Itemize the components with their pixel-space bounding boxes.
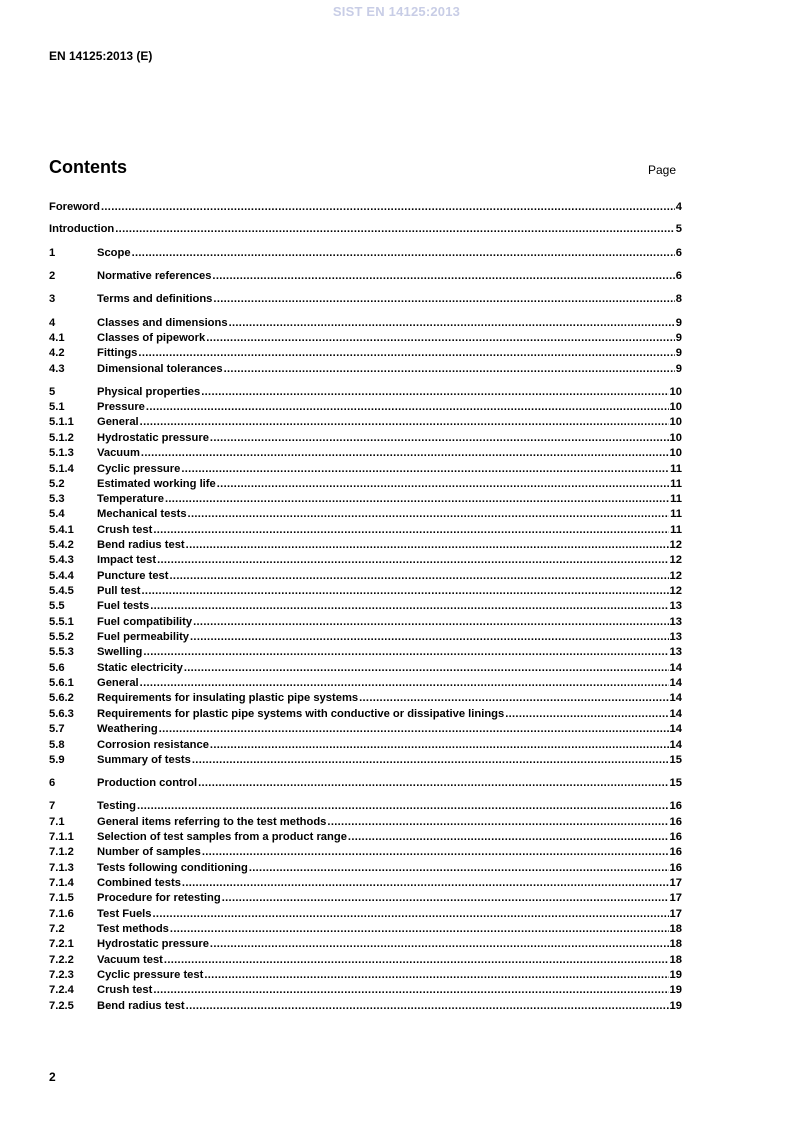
dot-leader xyxy=(182,877,669,890)
toc-entry-title: Production control xyxy=(97,777,198,789)
toc-entry[interactable] xyxy=(49,200,682,214)
toc-entry-page: 9 xyxy=(675,332,682,344)
toc-entry-page: 12 xyxy=(669,539,682,551)
dot-leader xyxy=(137,800,669,813)
toc-entry-number: 5.4.2 xyxy=(49,539,74,551)
toc-entry[interactable] xyxy=(49,738,682,752)
dot-leader xyxy=(188,508,670,521)
dot-leader xyxy=(170,923,669,936)
dot-leader xyxy=(210,432,669,445)
toc-entry[interactable] xyxy=(49,362,682,376)
dot-leader xyxy=(146,401,669,414)
toc-entry-number: 7.1.2 xyxy=(49,846,74,858)
toc-entry-number: 1 xyxy=(49,247,56,259)
toc-entry[interactable] xyxy=(49,776,682,790)
toc-entry[interactable] xyxy=(49,246,682,260)
toc-entry-number: 7.1.4 xyxy=(49,877,74,889)
toc-entry[interactable] xyxy=(49,861,682,875)
toc-entry[interactable] xyxy=(49,676,682,690)
toc-entry-page: 15 xyxy=(669,754,682,766)
dot-leader xyxy=(181,463,669,476)
toc-entry-number: 6 xyxy=(49,777,56,789)
document-id: EN 14125:2013 (E) xyxy=(49,49,153,63)
toc-entry-page: 16 xyxy=(669,846,682,858)
toc-entry-title: Procedure for retesting xyxy=(97,892,221,904)
toc-entry-page: 14 xyxy=(669,692,682,704)
toc-entry-page: 10 xyxy=(669,447,682,459)
dot-leader xyxy=(204,969,668,982)
dot-leader xyxy=(210,739,669,752)
dot-leader xyxy=(141,447,669,460)
toc-entry[interactable] xyxy=(49,753,682,767)
toc-entry-number: 7.2.4 xyxy=(49,984,74,996)
toc-entry-title: Static electricity xyxy=(97,662,183,674)
toc-entry[interactable] xyxy=(49,937,682,951)
dot-leader xyxy=(159,723,669,736)
toc-entry-number: 5.1.2 xyxy=(49,432,74,444)
toc-entry-title: Temperature xyxy=(97,493,164,505)
dot-leader xyxy=(132,247,675,260)
toc-entry-title: Terms and definitions xyxy=(97,293,213,305)
toc-entry-title: Vacuum test xyxy=(97,954,163,966)
toc-entry[interactable] xyxy=(49,891,682,905)
dot-leader xyxy=(164,954,669,967)
dot-leader xyxy=(115,223,675,236)
toc-entry-number: 5.6.2 xyxy=(49,692,74,704)
toc-entry-title: Test Fuels xyxy=(97,908,152,920)
toc-entry-page: 10 xyxy=(669,386,682,398)
toc-entry-page: 10 xyxy=(669,416,682,428)
dot-leader xyxy=(143,646,668,659)
toc-entry-page: 12 xyxy=(669,570,682,582)
dot-leader xyxy=(165,493,669,506)
toc-entry-number: 7.2.3 xyxy=(49,969,74,981)
toc-entry[interactable] xyxy=(49,385,682,399)
page-column-label: Page xyxy=(648,163,677,177)
toc-entry-title: Fittings xyxy=(97,347,138,359)
toc-entry-title: Hydrostatic pressure xyxy=(97,432,209,444)
dot-leader xyxy=(170,570,669,583)
toc-entry-number: 7 xyxy=(49,800,56,812)
toc-entry[interactable] xyxy=(49,691,682,705)
toc-entry-page: 10 xyxy=(669,401,682,413)
toc-entry-page: 14 xyxy=(669,723,682,735)
toc-entry-title: Fuel permeability xyxy=(97,631,190,643)
toc-entry-number: 5.4.1 xyxy=(49,524,74,536)
toc-entry[interactable] xyxy=(49,415,682,429)
toc-entry[interactable] xyxy=(49,645,682,659)
toc-entry-title: Requirements for plastic pipe systems with conductive or dissipative linings xyxy=(97,708,505,720)
dot-leader xyxy=(193,616,668,629)
dot-leader xyxy=(150,600,668,613)
dot-leader xyxy=(505,708,668,721)
toc-entry-title: Selection of test samples from a product range xyxy=(97,831,347,843)
toc-entry[interactable] xyxy=(49,538,682,552)
toc-entry[interactable] xyxy=(49,507,682,521)
toc-entry-page: 13 xyxy=(669,631,682,643)
contents-title: Contents xyxy=(49,157,127,177)
toc-entry-page: 11 xyxy=(670,478,682,490)
toc-entry-number: 7.2.2 xyxy=(49,954,74,966)
toc-entry-title: Impact test xyxy=(97,554,157,566)
toc-entry-title: Cyclic pressure test xyxy=(97,969,204,981)
dot-leader xyxy=(101,201,675,214)
toc-entry-number: 5.6.3 xyxy=(49,708,74,720)
toc-entry-number: 5.5.1 xyxy=(49,616,74,628)
dot-leader xyxy=(217,478,669,491)
toc-entry[interactable] xyxy=(49,292,682,306)
toc-entry-title: General xyxy=(97,416,139,428)
toc-entry-page: 16 xyxy=(669,800,682,812)
toc-entry-title: Requirements for insulating plastic pipe systems xyxy=(97,692,359,704)
toc-entry-title: Bend radius test xyxy=(97,1000,185,1012)
toc-entry[interactable] xyxy=(49,462,682,476)
toc-entry-page: 13 xyxy=(669,600,682,612)
toc-entry-number: 4.2 xyxy=(49,347,65,359)
toc-entry-number: 5.5.3 xyxy=(49,646,74,658)
toc-entry-page: 11 xyxy=(670,508,682,520)
toc-entry-number: 7.1.3 xyxy=(49,862,74,874)
toc-entry-page: 9 xyxy=(675,317,682,329)
toc-entry[interactable] xyxy=(49,346,682,360)
toc-entry-page: 17 xyxy=(669,908,682,920)
dot-leader xyxy=(249,862,669,875)
toc-entry-number: 4.1 xyxy=(49,332,65,344)
dot-leader xyxy=(190,631,669,644)
toc-entry-title: Classes of pipework xyxy=(97,332,206,344)
toc-entry-number: 5.9 xyxy=(49,754,65,766)
toc-entry-title: Pull test xyxy=(97,585,141,597)
toc-entry-page: 11 xyxy=(670,463,682,475)
dot-leader xyxy=(229,317,675,330)
toc-entry[interactable] xyxy=(49,523,682,537)
toc-entry[interactable] xyxy=(49,630,682,644)
toc-entry[interactable] xyxy=(49,722,682,736)
toc-entry-page: 12 xyxy=(669,554,682,566)
dot-leader xyxy=(140,677,669,690)
dot-leader xyxy=(213,293,674,306)
dot-leader xyxy=(142,585,669,598)
toc-entry-page: 16 xyxy=(669,816,682,828)
toc-entry-number: 2 xyxy=(49,270,56,282)
toc-entry[interactable] xyxy=(49,922,682,936)
page-number: 2 xyxy=(49,1070,56,1084)
toc-entry[interactable] xyxy=(49,599,682,613)
toc-entry-title: Corrosion resistance xyxy=(97,739,209,751)
toc-entry-title: Bend radius test xyxy=(97,539,185,551)
toc-entry-number: 5.4.5 xyxy=(49,585,74,597)
toc-entry-title: Test methods xyxy=(97,923,169,935)
toc-entry-title: Estimated working life xyxy=(97,478,216,490)
dot-leader xyxy=(359,692,668,705)
toc-entry-page: 19 xyxy=(669,1000,682,1012)
toc-entry-page: 4 xyxy=(675,201,682,213)
dot-leader xyxy=(348,831,669,844)
toc-entry[interactable] xyxy=(49,222,682,236)
toc-entry-title: Combined tests xyxy=(97,877,181,889)
toc-entry-title: Puncture test xyxy=(97,570,169,582)
toc-entry-title: Tests following conditioning xyxy=(97,862,248,874)
toc-entry-number: 5 xyxy=(49,386,56,398)
toc-entry-page: 16 xyxy=(669,862,682,874)
toc-entry-number: 5.4 xyxy=(49,508,65,520)
toc-entry-page: 12 xyxy=(669,585,682,597)
toc-entry-page: 18 xyxy=(669,923,682,935)
toc-entry-title: Pressure xyxy=(97,401,145,413)
toc-entry-page: 18 xyxy=(669,938,682,950)
toc-entry-page: 14 xyxy=(669,662,682,674)
toc-entry-page: 14 xyxy=(669,739,682,751)
toc-entry[interactable] xyxy=(49,615,682,629)
toc-entry-title: Scope xyxy=(97,247,131,259)
dot-leader xyxy=(157,554,668,567)
toc-entry-title: Physical properties xyxy=(97,386,201,398)
toc-entry-page: 5 xyxy=(675,223,682,235)
toc-entry-number: 5.1.1 xyxy=(49,416,74,428)
toc-entry-number: 7.1.5 xyxy=(49,892,74,904)
toc-entry-number: 4 xyxy=(49,317,56,329)
toc-entry-title: Vacuum xyxy=(97,447,140,459)
toc-entry-number: 5.1 xyxy=(49,401,65,413)
toc-entry-page: 11 xyxy=(670,493,682,505)
toc-entry-title: Introduction xyxy=(49,223,115,235)
toc-entry[interactable] xyxy=(49,477,682,491)
toc-entry[interactable] xyxy=(49,316,682,330)
dot-leader xyxy=(222,892,669,905)
toc-entry-number: 5.4.4 xyxy=(49,570,74,582)
toc-entry-number: 3 xyxy=(49,293,56,305)
dot-leader xyxy=(186,539,669,552)
toc-entry-page: 6 xyxy=(675,270,682,282)
dot-leader xyxy=(186,1000,669,1013)
toc-entry-title: Dimensional tolerances xyxy=(97,363,223,375)
toc-entry-number: 5.1.4 xyxy=(49,463,74,475)
toc-entry[interactable] xyxy=(49,907,682,921)
toc-entry-number: 7.1.1 xyxy=(49,831,74,843)
toc-entry-page: 11 xyxy=(670,524,682,536)
toc-entry-title: Hydrostatic pressure xyxy=(97,938,209,950)
toc-entry[interactable] xyxy=(49,999,682,1013)
toc-entry-title: Fuel compatibility xyxy=(97,616,193,628)
toc-entry-number: 5.2 xyxy=(49,478,65,490)
toc-entry-title: Weathering xyxy=(97,723,158,735)
toc-entry[interactable] xyxy=(49,815,682,829)
toc-entry-page: 9 xyxy=(675,347,682,359)
dot-leader xyxy=(198,777,668,790)
toc-entry-page: 14 xyxy=(669,708,682,720)
toc-entry[interactable] xyxy=(49,584,682,598)
dot-leader xyxy=(138,347,674,360)
toc-entry[interactable] xyxy=(49,845,682,859)
dot-leader xyxy=(192,754,669,767)
toc-entry[interactable] xyxy=(49,799,682,813)
toc-entry-title: Normative references xyxy=(97,270,212,282)
toc-entry-title: Testing xyxy=(97,800,136,812)
toc-entry-number: 5.7 xyxy=(49,723,65,735)
toc-entry-number: 4.3 xyxy=(49,363,65,375)
dot-leader xyxy=(212,270,674,283)
toc-entry-number: 7.2 xyxy=(49,923,65,935)
toc-entry[interactable] xyxy=(49,707,682,721)
toc-entry-title: Fuel tests xyxy=(97,600,150,612)
toc-entry-page: 13 xyxy=(669,616,682,628)
toc-entry[interactable] xyxy=(49,983,682,997)
toc-entry-page: 9 xyxy=(675,363,682,375)
toc-entry-number: 7.1 xyxy=(49,816,65,828)
toc-entry-title: Crush test xyxy=(97,524,153,536)
toc-entry-page: 19 xyxy=(669,969,682,981)
dot-leader xyxy=(153,908,669,921)
toc-entry[interactable] xyxy=(49,269,682,283)
toc-entry-page: 15 xyxy=(669,777,682,789)
toc-entry-number: 7.2.5 xyxy=(49,1000,74,1012)
dot-leader xyxy=(210,938,669,951)
dot-leader xyxy=(184,662,669,675)
toc-entry-page: 17 xyxy=(669,892,682,904)
toc-entry-page: 18 xyxy=(669,954,682,966)
toc-entry-number: 5.4.3 xyxy=(49,554,74,566)
toc-entry[interactable] xyxy=(49,446,682,460)
toc-entry-number: 5.8 xyxy=(49,739,65,751)
toc-entry-title: General items referring to the test methods xyxy=(97,816,327,828)
toc-entry-number: 5.6 xyxy=(49,662,65,674)
toc-entry-number: 5.3 xyxy=(49,493,65,505)
dot-leader xyxy=(153,524,669,537)
dot-leader xyxy=(206,332,675,345)
toc-entry-page: 19 xyxy=(669,984,682,996)
toc-entry[interactable] xyxy=(49,830,682,844)
toc-entry-number: 5.6.1 xyxy=(49,677,74,689)
toc-entry-page: 10 xyxy=(669,432,682,444)
dot-leader xyxy=(140,416,669,429)
toc-entry-title: Number of samples xyxy=(97,846,201,858)
dot-leader xyxy=(327,816,668,829)
dot-leader xyxy=(201,386,668,399)
toc-entry-title: Mechanical tests xyxy=(97,508,187,520)
toc-entry-page: 13 xyxy=(669,646,682,658)
toc-entry-title: Crush test xyxy=(97,984,153,996)
toc-entry-page: 14 xyxy=(669,677,682,689)
toc-entry-title: General xyxy=(97,677,139,689)
toc-entry[interactable] xyxy=(49,553,682,567)
toc-entry[interactable] xyxy=(49,968,682,982)
toc-entry[interactable] xyxy=(49,661,682,675)
dot-leader xyxy=(153,984,668,997)
toc-entry-page: 6 xyxy=(675,247,682,259)
toc-entry[interactable] xyxy=(49,569,682,583)
toc-entry[interactable] xyxy=(49,400,682,414)
toc-entry-number: 5.5 xyxy=(49,600,65,612)
toc-entry[interactable] xyxy=(49,953,682,967)
toc-entry[interactable] xyxy=(49,331,682,345)
toc-entry[interactable] xyxy=(49,431,682,445)
dot-leader xyxy=(224,363,675,376)
toc-entry-title: Summary of tests xyxy=(97,754,191,766)
toc-entry[interactable] xyxy=(49,876,682,890)
toc-entry-title: Classes and dimensions xyxy=(97,317,228,329)
toc-entry[interactable] xyxy=(49,492,682,506)
toc-entry-number: 7.2.1 xyxy=(49,938,74,950)
toc-entry-title: Cyclic pressure xyxy=(97,463,181,475)
toc-entry-title: Foreword xyxy=(49,201,100,213)
watermark: SIST EN 14125:2013 xyxy=(332,4,461,19)
toc-entry-page: 8 xyxy=(675,293,682,305)
dot-leader xyxy=(202,846,669,859)
toc-entry-number: 5.1.3 xyxy=(49,447,74,459)
toc-entry-page: 17 xyxy=(669,877,682,889)
toc-entry-number: 5.5.2 xyxy=(49,631,74,643)
toc-entry-number: 7.1.6 xyxy=(49,908,74,920)
toc-entry-page: 16 xyxy=(669,831,682,843)
toc-entry-title: Swelling xyxy=(97,646,143,658)
